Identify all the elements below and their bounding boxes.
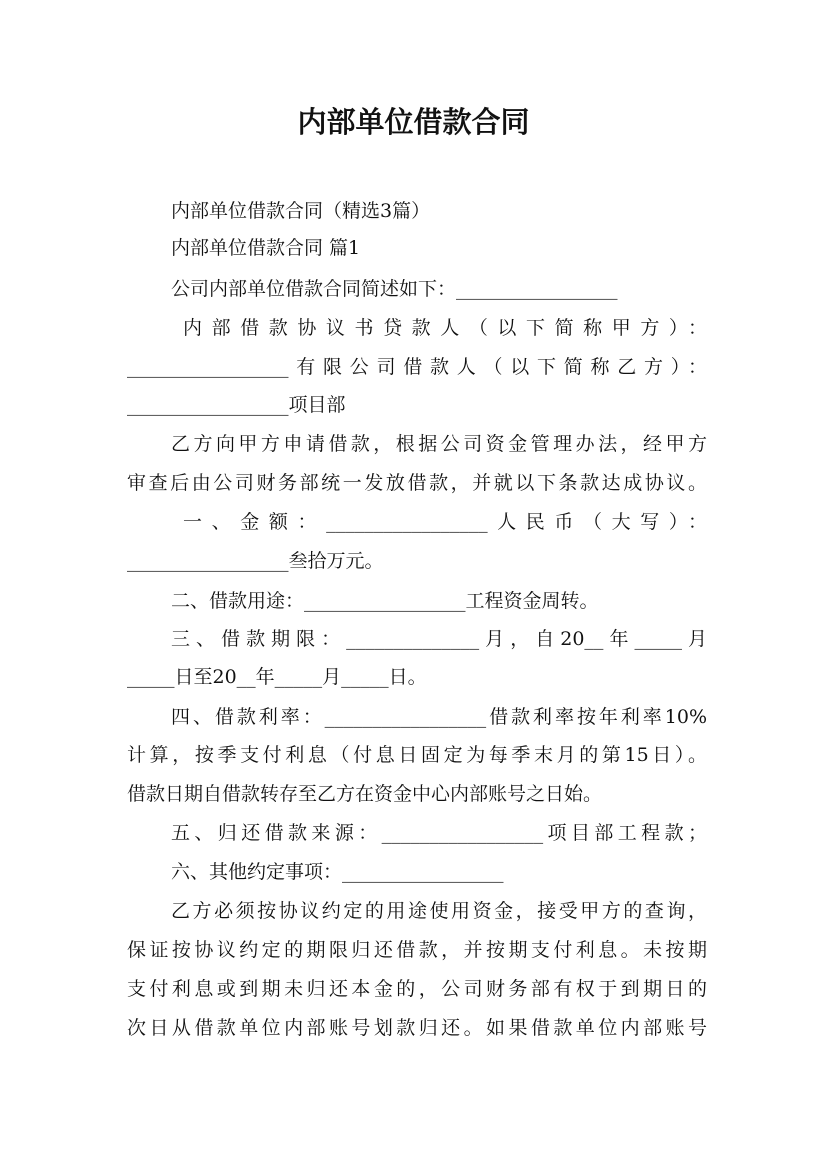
paragraph-line: 五、归还借款来源：_________________项目部工程款；: [171, 822, 707, 844]
paragraph-line: _________________项目部: [127, 394, 346, 416]
paragraph-line: 内部单位借款合同（精选3篇）: [171, 200, 431, 222]
paragraph-line: _____日至20__年_____月_____日。: [127, 666, 427, 688]
paragraph-line: 内部借款协议书贷款人（以下简称甲方）：: [183, 317, 707, 339]
paragraph-line: 四、借款利率：_________________借款利率按年利率10%: [171, 706, 707, 728]
paragraph-line: _________________叁拾万元。: [127, 550, 384, 572]
paragraph-line: _________________有限公司借款人（以下简称乙方）：: [127, 356, 707, 378]
paragraph-line: 二、借款用途：_________________工程资金周转。: [171, 590, 599, 612]
paragraph-line: 借款日期自借款转存至乙方在资金中心内部账号之日始。: [127, 783, 603, 805]
paragraph-line: 内部单位借款合同 篇1: [171, 237, 361, 259]
paragraph-line: 三、借款期限：______________月，自20__年_____月: [171, 628, 707, 650]
document-title: 内部单位借款合同: [297, 105, 530, 139]
paragraph-line: 一、金额：_________________人民币（大写）：: [183, 511, 707, 533]
paragraph-line: 六、其他约定事项：_________________: [171, 861, 504, 883]
paragraph-line: 公司内部单位借款合同简述如下：_________________: [171, 278, 618, 300]
paragraph-line: 支付利息或到期未归还本金的，公司财务部有权于到期日的: [127, 978, 707, 1000]
paragraph-line: 次日从借款单位内部账号划款归还。如果借款单位内部账号: [127, 1017, 707, 1039]
paragraph-line: 审查后由公司财务部统一发放借款，并就以下条款达成协议。: [127, 472, 707, 494]
paragraph-line: 计算，按季支付利息（付息日固定为每季末月的第15日）。: [127, 744, 707, 766]
paragraph-line: 保证按协议约定的期限归还借款，并按期支付利息。未按期: [127, 939, 707, 961]
paragraph-line: 乙方必须按协议约定的用途使用资金，接受甲方的查询，: [171, 900, 707, 922]
paragraph-line: 乙方向甲方申请借款，根据公司资金管理办法，经甲方: [171, 433, 707, 455]
